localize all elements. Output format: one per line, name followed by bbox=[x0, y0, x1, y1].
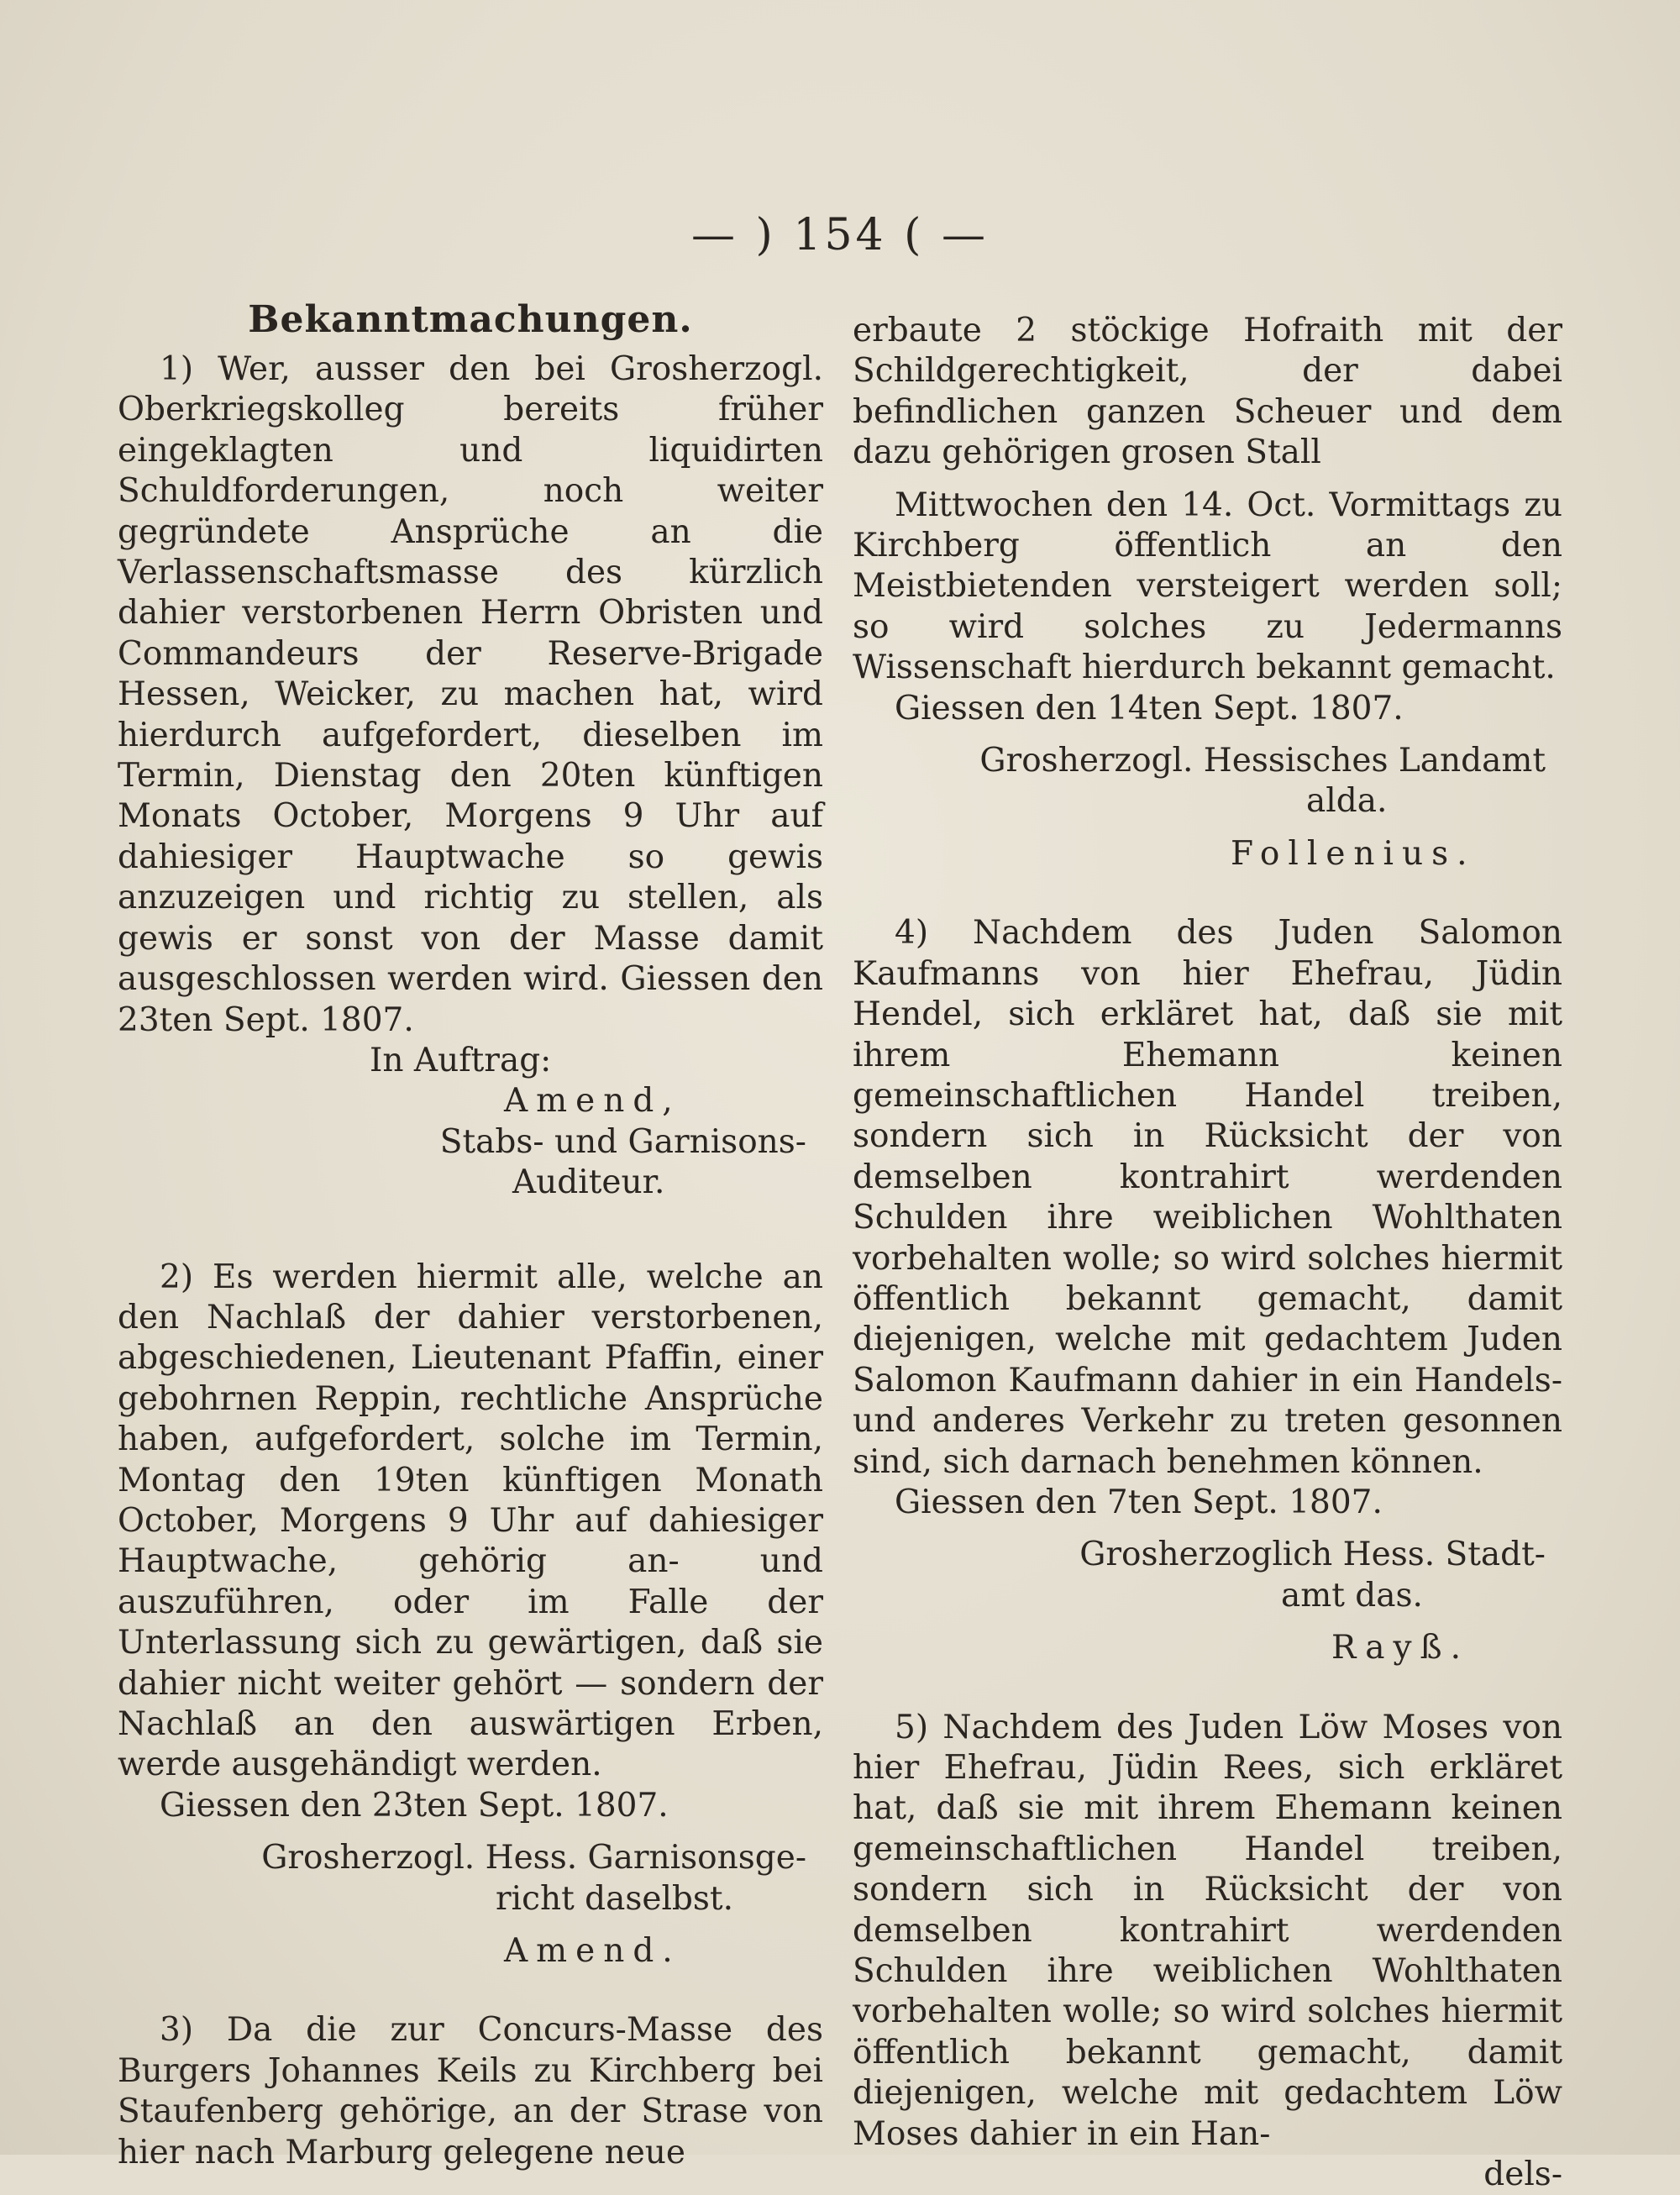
notice-4-text: 4) Nachdem des Juden Salomon Kaufmanns von hier Ehefrau, Jüdin Hendel, sich erkläret hat, daß sie mit ihrem Ehemann keinen gemeinschaftlichen Handel treiben, sondern sich in Rücksicht der von demselben kontrahirt werdenden Schulden ihre weiblichen Wohlthaten vorbehalten wolle; so wird solches hiermit öffentlich bekannt gemacht, damit diejenigen, welche mit gedachtem Juden Salomon Kaufmann dahier in ein Handels- und anderes Verkehr zu treten gesonnen sind, sich darnach benehmen können. bbox=[853, 914, 1562, 1481]
page-number-header: — ) 154 ( — bbox=[691, 210, 989, 260]
notice-2-signature-name: Amend. bbox=[504, 1932, 681, 1971]
notice-3-auction-date: Mittwochen den 14. Oct. Vormittags zu Kirchberg öffentlich an den Meistbietenden versteigert werden soll; so wird solches zu Jedermanns Wissenschaft hierdurch bekannt gemacht. bbox=[853, 486, 1562, 687]
notice-1-auftrag: In Auftrag: bbox=[370, 1041, 552, 1079]
notice-1-text: 1) Wer, ausser den bei Grosherzogl. Oberkriegskolleg bereits früher eingeklagten und liquidirten Schuldforderungen, noch weiter gegründete Ansprüche an die Verlassenschaftsmasse des kürzlich dahier verstorbenen Herrn Obristen und Commandeurs der Reserve-Brigade Hessen, Weicker, zu machen hat, wird hierdurch aufgefordert, dieselben im Termin, Dienstag den 20ten künftigen Monats October, Morgens 9 Uhr auf dahiesiger Hauptwache so gewis anzuzeigen und richtig zu stellen, als gewis er sonst von der Masse damit ausgeschlossen werden wird. Giessen den 23ten Sept. 1807. bbox=[118, 350, 823, 1039]
notice-3-office: Grosherzogl. Hessisches Landamt bbox=[979, 742, 1546, 780]
notice-4-office-2: amt das. bbox=[1281, 1576, 1423, 1615]
notice-2-text: 2) Es werden hiermit alle, welche an den Nachlaß der dahier verstorbenen, abgeschiedenen, Lieutenant Pfaffin, einer gebohrnen Reppin, rechtliche Ansprüche haben, aufgefordert, solche im Termin, Montag den 19ten künftigen Monath October, Morgens 9 Uhr auf dahiesiger Hauptwache, gehörig an- und auszuführen, oder im Falle der Unterlassung sich zu gewärtigen, daß sie dahier nicht weiter gehört — sondern der Nachlaß an den auswärtigen Erben, werde ausgehändigt werden. bbox=[118, 1258, 823, 1784]
notice-3-text-start: 3) Da die zur Concurs-Masse des Burgers Johannes Keils zu Kirchberg bei Staufenberg gehörige, an der Strase von hier nach Marburg gelegene neue bbox=[118, 2011, 823, 2171]
notice-1-signature-title: Stabs- und Garnisons- bbox=[439, 1122, 806, 1161]
notice-4-date: Giessen den 7ten Sept. 1807. bbox=[895, 1483, 1383, 1521]
catchword: dels- bbox=[1483, 2156, 1562, 2194]
notice-4-office: Grosherzoglich Hess. Stadt- bbox=[1079, 1536, 1546, 1574]
notice-2-office: Grosherzogl. Hess. Garnisonsge- bbox=[261, 1839, 806, 1877]
notice-1-signature-title-2: Auditeur. bbox=[512, 1163, 665, 1202]
notice-3-signature-name: Follenius. bbox=[1231, 834, 1476, 873]
notice-1-signature-name: Amend, bbox=[504, 1082, 681, 1121]
left-column bbox=[118, 298, 823, 2173]
notice-3-office-2: alda. bbox=[1306, 782, 1388, 821]
notice-2-date: Giessen den 23ten Sept. 1807. bbox=[160, 1786, 669, 1825]
notice-5-text: 5) Nachdem des Juden Löw Moses von hier Ehefrau, Jüdin Rees, sich erkläret hat, daß sie mit ihrem Ehemann keinen gemeinschaftlichen Handel treiben, sondern sich in Rücksicht der von demselben kontrahirt werdenden Schulden ihre weiblichen Wohlthaten vorbehalten wolle; so wird solches hiermit öffentlich bekannt gemacht, damit diejenigen, welche mit gedachtem Löw Moses dahier in ein Han- bbox=[853, 1708, 1562, 2153]
section-heading: Bekanntmachungen. bbox=[248, 298, 693, 341]
right-column bbox=[853, 311, 1562, 2195]
notice-3-date: Giessen den 14ten Sept. 1807. bbox=[895, 689, 1404, 727]
notice-2-office-2: richt daselbst. bbox=[496, 1879, 733, 1918]
notice-3-text-continued: erbaute 2 stöckige Hofraith mit der Schildgerechtigkeit, der dabei befindlichen ganzen Scheuer und dem dazu gehörigen grosen Stall bbox=[853, 312, 1562, 472]
notice-4-signature-name: Rayß. bbox=[1331, 1629, 1469, 1667]
